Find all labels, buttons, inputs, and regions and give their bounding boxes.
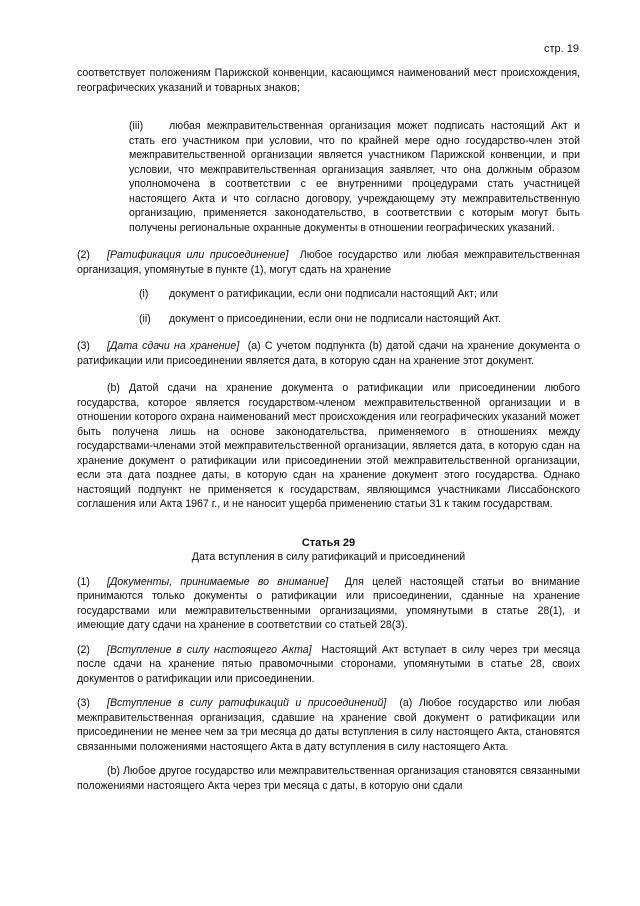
page-content [77,66,580,793]
art29-paragraph-2 [77,643,580,687]
paragraph-number: (1) [77,575,90,588]
list-item-text: документ о ратификации, если они подписали настоящий Акт; или [169,288,498,300]
paragraph-text: Любое государство или любая межправительственная организация, упомянутые в пункте (1), могут сдать на хранение [77,249,581,276]
article-subheading: Дата вступления в силу ратификаций и присоединений [191,551,466,563]
article-heading: Статья 29 [301,536,356,549]
paragraph-title: [Вступление в силу ратификаций и присоединений] [107,697,387,709]
paragraph-title: [Вступление в силу настоящего Акта] [107,643,312,656]
art29-paragraph-3b: (b) Любое другое государство или межправительственная организация становятся связанными положениями настоящего Акта через три месяца с даты, в которую они сдали [77,765,580,792]
paragraph-text: Настоящий Акт вступает в силу через три месяца после сдачи на хранение пятью правомочными сторонами, упомянутыми в статье 28, своих документов о ратификации или присоединении. [77,643,580,685]
paragraph-number: (2) [77,643,90,656]
paragraph-number: (3) [77,340,90,352]
paragraph-3b: (b) Датой сдачи на хранение документа о ратификации или присоединении любого государства, которое является государством-членом межправительственной организации и в отношении которого охрана наименований мест происхождения или географических указаний может быть получена лишь на основе законодательства, применяемого в отношениях между государствами-членами этой межправительственной организации, является дата, в которую сдан на хранение документ о ратификации или присоединении этой межправительственной организации, если эта дата позднее даты, в которую сдан на хранение документ этого государства. Однако настоящий подпункт не применяется к государствам, являющимся участниками Лиссабонского соглашения или Акта 1967 г., и не наносит ущерба применению статьи 31 к таким государствам. [77,382,580,510]
list-item-number: (i) [139,288,149,300]
paragraph-title: [Документы, принимаемые во внимание] [107,575,329,588]
paragraph-number: (2) [77,249,90,261]
subparagraph-text: любая межправительственная организация может подписать настоящий Акт и стать его участником при условии, что по крайней мере одно государство-член этой межправительственной организации является участником Парижской конвенции, и при условии, что межправительственная организация заявляет, что она должным образом уполномочена в соответствии с ее внутренними процедурами стать участницей настоящего Акта и что согласно договору, учреждающему эту межправительственную организацию, применяется законодательство, в соответствии с которым могут быть получены региональные охранные документы в отношении географических указаний. [129,120,580,234]
paragraph-text: (a) С учетом подпункта (b) датой сдачи на хранение документа о ратификации или присоединении является дата, в которую сдан на хранение этот документ. [77,340,581,367]
list-item [77,312,580,327]
list-item-number: (ii) [139,312,151,325]
paragraph-text: Для целей настоящей статьи во внимание принимаются только документы о ратификации или присоединении, сданные на хранение государствами или межправительственными организациями, упомянутыми в статье 28(1), и имеющие дату сдачи на хранение в соответствии со статьей 28(3). [77,575,580,631]
art29-paragraph-1 [77,575,580,633]
subparagraph-iii [77,119,580,235]
paragraph-title: [Ратификация или присоединение] [107,249,289,261]
paragraph-2-ratification [77,248,580,277]
paragraph-number: (3) [77,697,90,709]
page-number: стр. 19 [543,43,579,55]
paragraph-text: (a) Любое государство или любая межправительственная организация, сдавшие на хранение свой документ о ратификации или присоединении не менее чем за три месяца до даты вступления в силу настоящего Акта, становятся связанными положениями настоящего Акта в дату вступления в силу настоящего Акта. [77,697,580,753]
list-item-text: документ о присоединении, если они не подписали настоящий Акт. [169,312,501,325]
paragraph-title: [Дата сдачи на хранение] [107,340,240,352]
art29-paragraph-3 [77,696,580,754]
list-item [77,287,580,302]
paragraph-3-deposit-date [77,339,580,368]
continued-text: соответствует положениям Парижской конвенции, касающимся наименований мест происхождения, географических указаний и товарных знаков; [77,67,580,94]
subparagraph-label: (iii) [129,120,144,132]
